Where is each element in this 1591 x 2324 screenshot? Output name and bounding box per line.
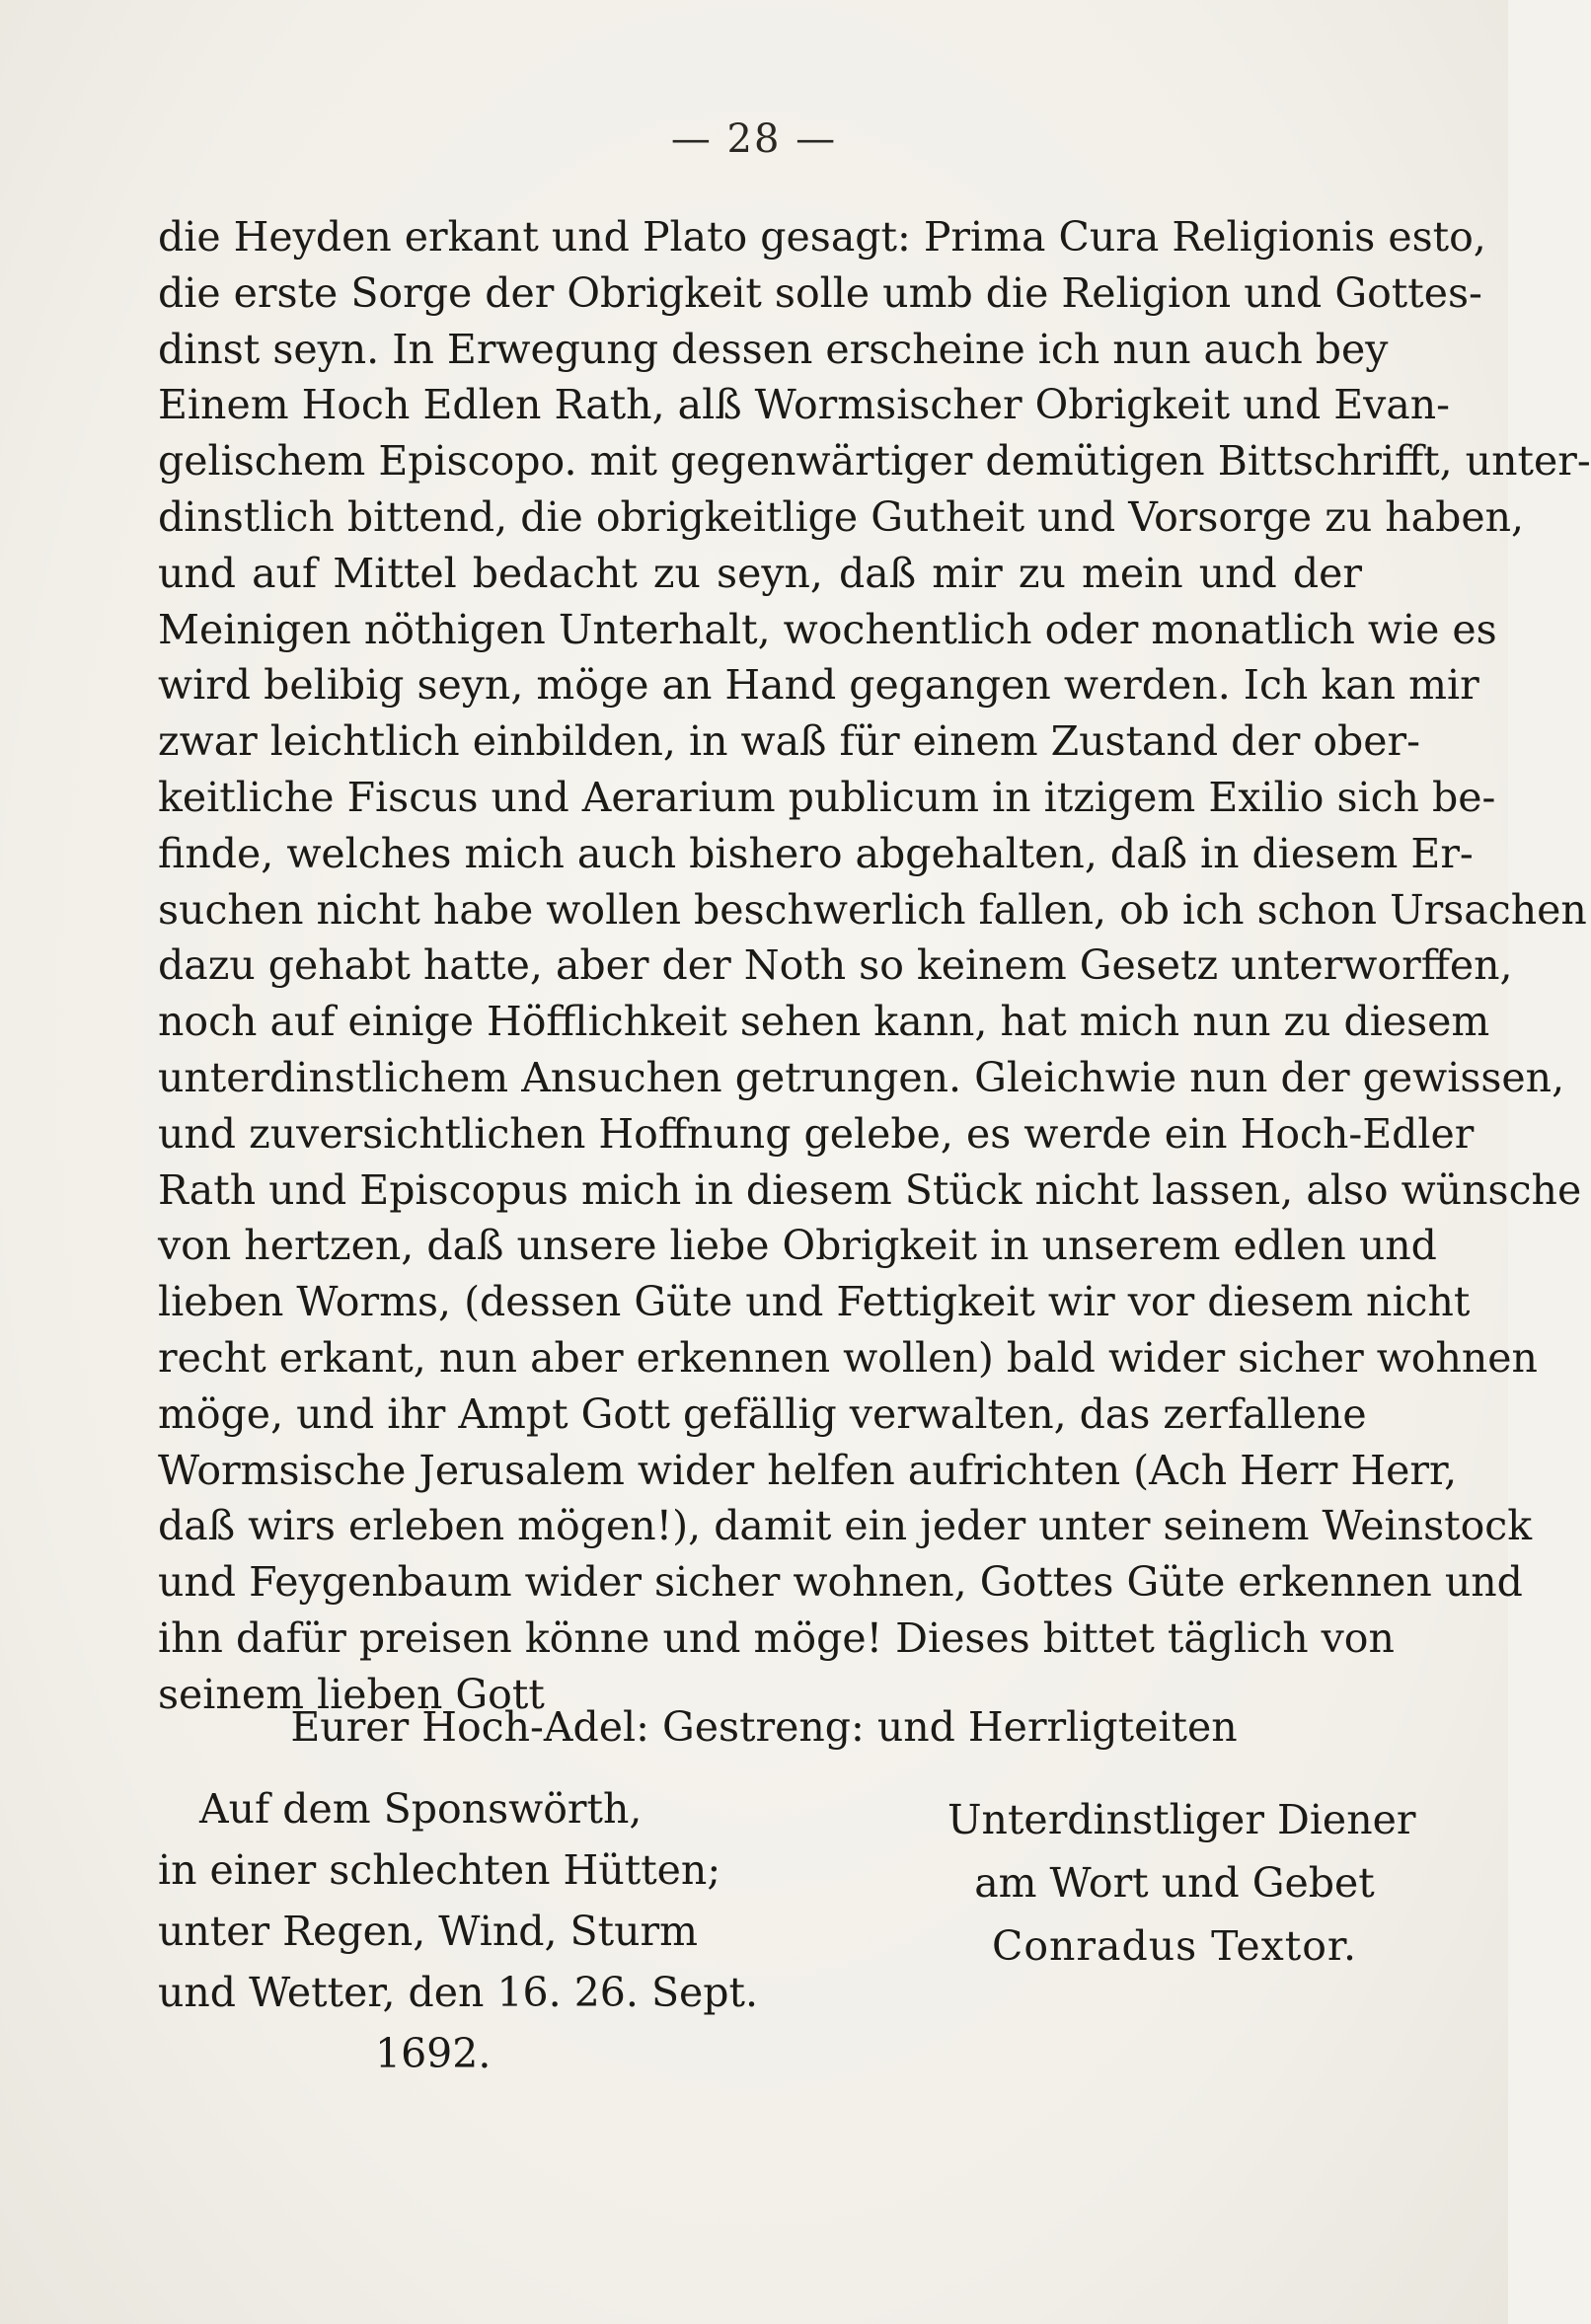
- text-line: lieben Worms, (dessen Güte und Fettigkeit wir vor diesem nicht: [158, 1278, 1471, 1326]
- body-text: [158, 209, 1591, 1723]
- text-line: Rath und Episcopus mich in diesem Stück nicht lassen, also wünsche: [158, 1165, 1582, 1214]
- text-line: und auf Mittel bedacht zu seyn, daß mir zu mein und der: [158, 549, 1362, 597]
- text-line: noch auf einige Höfflichkeit sehen kann, hat mich nun zu diesem: [158, 998, 1490, 1046]
- text-line: recht erkant, nun aber erkennen wollen) bald wider sicher wohnen: [158, 1333, 1538, 1382]
- year-line: 1692.: [375, 2030, 492, 2077]
- closing-salutation: Eurer Hoch-Adel: Gestreng: und Herrligteiten: [290, 1703, 1238, 1751]
- text-line: Einem Hoch Edlen Rath, alß Wormsischer Obrigkeit und Evan-: [158, 381, 1451, 429]
- place-line: Auf dem Sponswörth,: [199, 1785, 643, 1833]
- text-line: von hertzen, daß unsere liebe Obrigkeit in unserem edlen und: [158, 1222, 1437, 1270]
- place-date-block: [158, 1778, 759, 2084]
- page-number: — 28 —: [670, 116, 838, 162]
- text-line: gelischem Episcopo. mit gegenwärtiger demütigen Bittschrifft, unter-: [158, 437, 1591, 486]
- date-line: und Wetter, den 16. 26. Sept.: [158, 1969, 759, 2016]
- text-line: unterdinstlichem Ansuchen getrungen. Gleichwie nun der gewissen,: [158, 1053, 1565, 1101]
- text-line: zwar leichtlich einbilden, in waß für einem Zustand der ober-: [158, 717, 1420, 766]
- text-line: Wormsische Jerusalem wider helfen aufrichten (Ach Herr Herr,: [158, 1446, 1458, 1494]
- signature-block: [947, 1788, 1416, 1978]
- text-line: Meinigen nöthigen Unterhalt, wochentlich oder monatlich wie es: [158, 605, 1497, 653]
- text-line: die erste Sorge der Obrigkeit solle umb die Religion und Gottes-: [158, 268, 1482, 317]
- text-line: daß wirs erleben mögen!), damit ein jeder unter seinem Weinstock: [158, 1502, 1533, 1550]
- text-line: und Feygenbaum wider sicher wohnen, Gottes Güte erkennen und: [158, 1558, 1523, 1607]
- text-line: wird belibig seyn, möge an Hand gegangen werden. Ich kan mir: [158, 661, 1479, 710]
- text-line: möge, und ihr Ampt Gott gefällig verwalten, das zerfallene: [158, 1389, 1367, 1438]
- text-line: seinem lieben Gott: [158, 1670, 545, 1718]
- place-line: in einer schlechten Hütten;: [158, 1846, 721, 1894]
- place-line: unter Regen, Wind, Sturm: [158, 1908, 698, 1955]
- text-line: und zuversichtlichen Hoffnung gelebe, es werde ein Hoch-Edler: [158, 1109, 1475, 1158]
- text-line: dinstlich bittend, die obrigkeitlige Gutheit und Vorsorge zu haben,: [158, 492, 1525, 541]
- signature-name: Conradus Textor.: [991, 1922, 1358, 1970]
- text-line: keitliche Fiscus und Aerarium publicum in itzigem Exilio sich be-: [158, 773, 1496, 821]
- text-line: suchen nicht habe wollen beschwerlich fallen, ob ich schon Ursachen: [158, 885, 1587, 934]
- text-line: dinst seyn. In Erwegung dessen erscheine ich nun auch bey: [158, 325, 1389, 373]
- signature-title: Unterdinstliger Diener: [947, 1796, 1416, 1843]
- text-line: dazu gehabt hatte, aber der Noth so keinem Gesetz unterworffen,: [158, 941, 1513, 990]
- text-line: ihn dafür preisen könne und möge! Dieses bittet täglich von: [158, 1613, 1395, 1662]
- text-line: finde, welches mich auch bishero abgehalten, daß in diesem Er-: [158, 829, 1474, 877]
- text-line: die Heyden erkant und Plato gesagt: Prima Cura Religionis esto,: [158, 213, 1486, 261]
- signature-office: am Wort und Gebet: [974, 1859, 1375, 1907]
